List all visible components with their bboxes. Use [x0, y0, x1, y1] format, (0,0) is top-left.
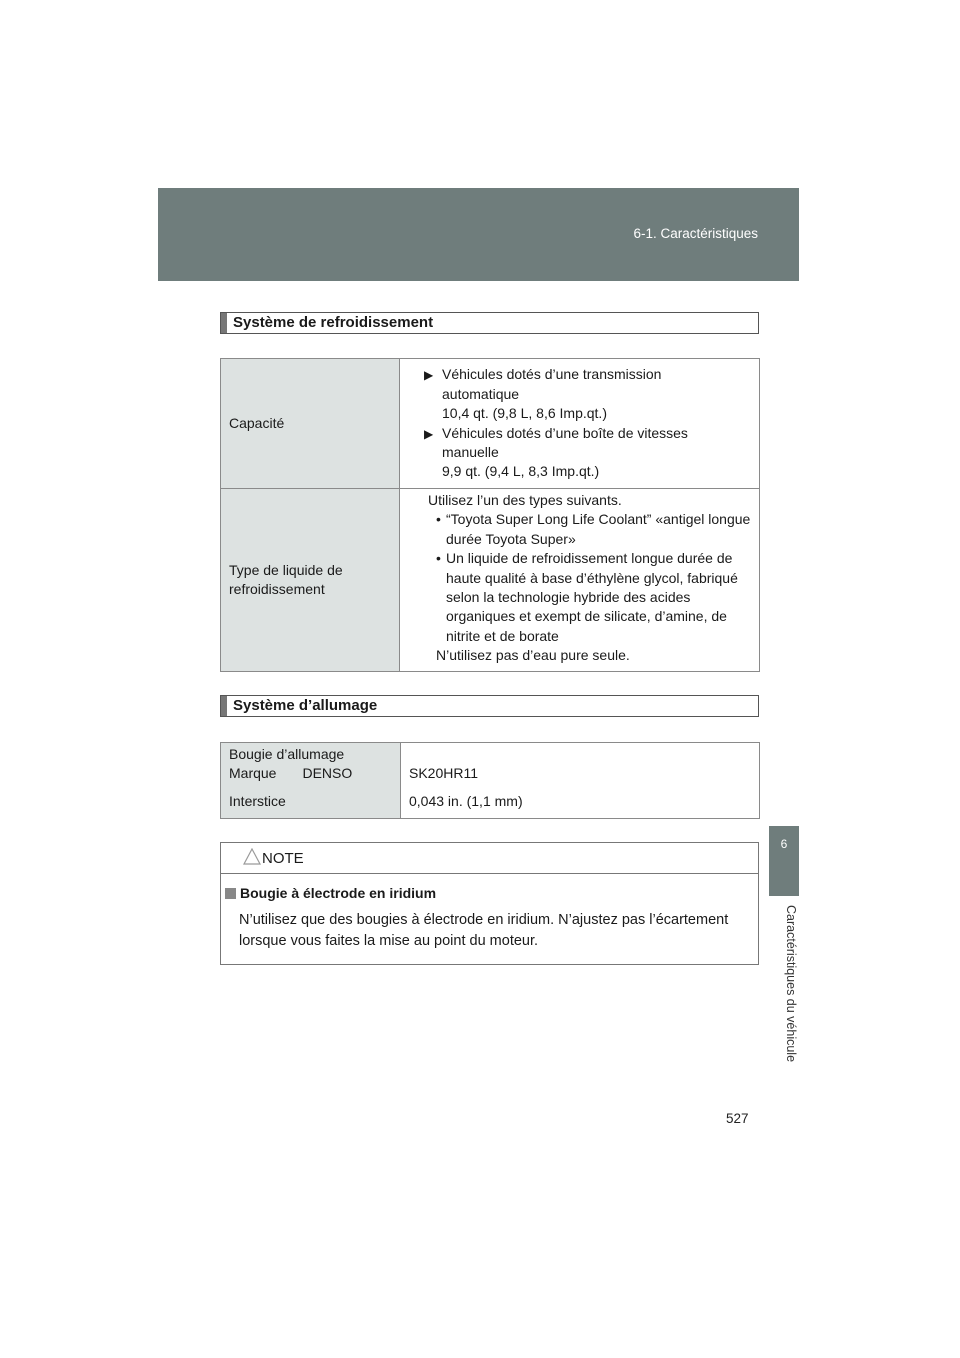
capacity-item-value: 10,4 qt. (9,8 L, 8,6 Imp.qt.) — [442, 405, 607, 422]
note-header — [221, 843, 758, 874]
spark-plug-label: Bougie d’allumage Marque DENSO Interstice — [221, 743, 401, 819]
note-label: NOTE — [262, 850, 304, 867]
cooling-title: Système de refroidissement — [233, 314, 434, 331]
brand-label: Marque — [229, 765, 277, 781]
capacity-value — [400, 359, 760, 489]
arrow-right-icon: ▶ — [424, 426, 434, 441]
coolant-footer: N’utilisez pas d’eau pure seule. — [436, 647, 630, 664]
capacity-item — [400, 424, 753, 482]
coolant-bullet: • Un liquide de refroidissement longue durée de haute qualité à base d’éthylène glycol, fabriqué selon la technologie hybride des acides organiques et exempt de silicate, d’amine, de nitrite et de borate — [436, 550, 738, 644]
capacity-item-title: Véhicules dotés d’une boîte de vitesses — [442, 424, 688, 441]
brand-value: DENSO — [302, 765, 353, 781]
capacity-row — [221, 359, 760, 489]
coolant-bullet: • “Toyota Super Long Life Coolant” «antigel longue durée Toyota Super» — [436, 511, 751, 547]
note-box — [220, 842, 759, 965]
capacity-item-title2: manuelle — [442, 443, 499, 460]
gap-value: 0,043 in. (1,1 mm) — [409, 793, 523, 809]
capacity-item-title2: automatique — [442, 385, 520, 402]
square-bullet-icon — [225, 888, 236, 899]
cooling-heading — [220, 312, 759, 334]
header-band — [158, 188, 799, 281]
spark-plug-value — [401, 743, 760, 819]
coolant-label-text: Type de liquide de refroidissement — [229, 561, 343, 597]
capacity-item-value: 9,9 qt. (9,4 L, 8,3 Imp.qt.) — [442, 463, 600, 480]
gap-label: Interstice — [229, 793, 286, 809]
ignition-title: Système d’allumage — [233, 697, 378, 714]
page-number: 527 — [726, 1111, 749, 1126]
ignition-table — [220, 742, 760, 819]
warning-icon — [243, 848, 261, 865]
section-title: 6-1. Caractéristiques — [633, 226, 758, 241]
coolant-intro: Utilisez l’un des types suivants. — [428, 492, 622, 508]
spark-plug-row — [221, 743, 760, 819]
heading-bar — [221, 696, 227, 716]
capacity-label: Capacité — [221, 359, 400, 489]
note-subtitle: Bougie à électrode en iridium — [225, 885, 436, 901]
cooling-table — [220, 358, 760, 672]
capacity-item-title: Véhicules dotés d’une transmission — [442, 366, 662, 383]
coolant-label — [221, 489, 400, 672]
note-text: N’utilisez que des bougies à électrode en iridium. N’ajustez pas l’écartement lorsque vous faites la mise au point du moteur. — [239, 912, 729, 949]
capacity-item — [400, 365, 753, 423]
coolant-value — [400, 489, 760, 672]
ignition-heading — [220, 695, 759, 717]
arrow-right-icon: ▶ — [424, 368, 434, 383]
plug-model: SK20HR11 — [409, 765, 479, 781]
coolant-row — [221, 489, 760, 672]
chapter-label: Caractéristiques du véhicule — [784, 905, 798, 1063]
chapter-number: 6 — [780, 837, 788, 851]
heading-bar — [221, 313, 227, 333]
chapter-tab[interactable] — [769, 826, 799, 896]
